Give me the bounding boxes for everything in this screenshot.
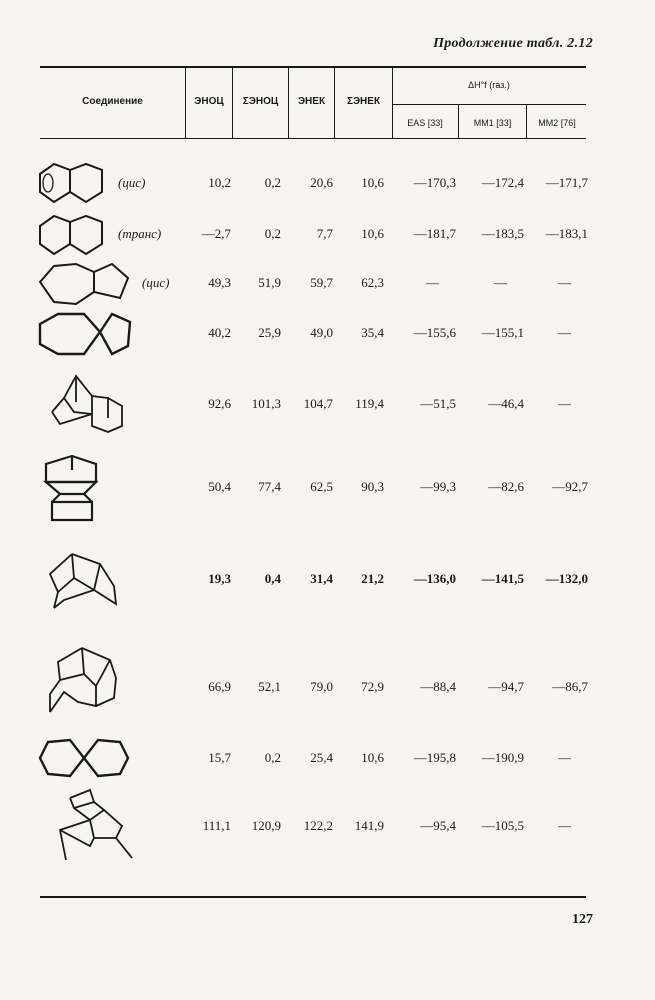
- table-top-rule: [40, 66, 586, 68]
- cell-senek: 35,4: [361, 325, 384, 340]
- header-senoc: ΣЭНОЦ: [242, 96, 279, 107]
- cell-mm2: —: [558, 275, 571, 290]
- cell-mm1: —: [494, 275, 507, 290]
- bridged-tricyclic-icon: [46, 368, 130, 438]
- spiro-hexane-pentane-icon: [36, 310, 136, 360]
- cell-mm1: —82,6: [488, 479, 524, 494]
- cell-mm1: —141,5: [481, 571, 524, 586]
- cell-enoc: 66,9: [208, 679, 231, 694]
- header-mm2: MM2 [76]: [538, 118, 576, 128]
- subheader-rule: [392, 104, 586, 105]
- cell-mm2: —171,7: [545, 175, 588, 190]
- row-label: (цис): [118, 175, 146, 190]
- cell-senoc: 120,9: [251, 818, 281, 833]
- cell-enoc: 40,2: [208, 325, 231, 340]
- cell-senoc: 0,2: [264, 226, 281, 241]
- cell-enek: 122,2: [303, 818, 333, 833]
- bridged-polycyclic-icon: [50, 786, 140, 862]
- cell-senoc: 25,9: [258, 325, 281, 340]
- header-enoc: ЭНОЦ: [194, 96, 224, 107]
- cell-senoc: 0,4: [264, 571, 281, 586]
- cell-enek: 62,5: [310, 479, 333, 494]
- cell-senoc: 101,3: [251, 396, 281, 411]
- cell-enek: 59,7: [310, 275, 333, 290]
- cell-mm2: —: [558, 325, 571, 340]
- cell-eas: —99,3: [420, 479, 456, 494]
- cell-mm2: —92,7: [552, 479, 588, 494]
- cell-mm2: —132,0: [545, 571, 588, 586]
- row-label: (транс): [118, 226, 162, 241]
- cell-enek: 79,0: [310, 679, 333, 694]
- cell-enoc: 19,3: [208, 571, 231, 586]
- cell-enek: 7,7: [316, 226, 333, 241]
- cell-enoc: 49,3: [208, 275, 231, 290]
- cell-enoc: —2,7: [201, 226, 231, 241]
- cell-mm1: —46,4: [488, 396, 524, 411]
- cell-mm2: —183,1: [545, 226, 588, 241]
- table-continuation-caption: Продолжение табл. 2.12: [433, 36, 593, 51]
- cell-eas: —88,4: [420, 679, 456, 694]
- decalin-icon: [36, 160, 116, 206]
- cell-senek: 72,9: [361, 679, 384, 694]
- page-number: 127: [572, 912, 593, 927]
- cell-eas: —95,4: [420, 818, 456, 833]
- cell-senek: 10,6: [361, 226, 384, 241]
- cell-senek: 10,6: [361, 175, 384, 190]
- cell-enek: 104,7: [303, 396, 333, 411]
- header-compound: Соединение: [82, 96, 143, 107]
- cell-mm2: —: [558, 396, 571, 411]
- cell-eas: —181,7: [413, 226, 456, 241]
- cell-eas: —136,0: [413, 571, 456, 586]
- cell-enek: 31,4: [310, 571, 333, 586]
- fused-cyclopentane-cyclobutane-icon: [40, 452, 104, 524]
- header-mm1: MM1 [33]: [473, 118, 512, 128]
- table-bottom-rule: [40, 896, 586, 898]
- cell-enoc: 15,7: [208, 750, 231, 765]
- header-dhf: ΔH°f (газ.): [468, 80, 510, 90]
- cell-mm1: —183,5: [481, 226, 524, 241]
- decalin-icon: [36, 212, 116, 258]
- cell-eas: —51,5: [420, 396, 456, 411]
- cell-senek: 62,3: [361, 275, 384, 290]
- spiro-dicyclohexane-icon: [36, 736, 136, 780]
- cell-senek: 119,4: [355, 396, 384, 411]
- cell-mm2: —: [558, 750, 571, 765]
- cell-eas: —155,6: [413, 325, 456, 340]
- cell-senoc: 0,2: [264, 750, 281, 765]
- adamantane-icon: [44, 550, 124, 614]
- header-enek: ЭНЕК: [297, 96, 326, 107]
- cell-enoc: 10,2: [208, 175, 231, 190]
- cell-eas: —: [426, 275, 439, 290]
- cell-enek: 25,4: [310, 750, 333, 765]
- cell-mm1: —190,9: [481, 750, 524, 765]
- cell-senek: 141,9: [354, 818, 384, 833]
- cell-mm1: —94,7: [488, 679, 524, 694]
- cell-senek: 90,3: [361, 479, 384, 494]
- cell-eas: —195,8: [413, 750, 456, 765]
- cell-eas: —170,3: [413, 175, 456, 190]
- table-header-bottom-rule: [40, 138, 586, 139]
- cell-enoc: 92,6: [208, 396, 231, 411]
- cell-enoc: 50,4: [208, 479, 231, 494]
- cell-senek: 21,2: [361, 571, 384, 586]
- cell-senoc: 77,4: [258, 479, 281, 494]
- header-eas: EAS [33]: [407, 118, 443, 128]
- cell-enek: 20,6: [310, 175, 333, 190]
- header-senek: ΣЭНЕК: [346, 96, 381, 107]
- cell-enoc: 111,1: [202, 818, 231, 833]
- cell-enek: 49,0: [310, 325, 333, 340]
- cell-senoc: 52,1: [258, 679, 281, 694]
- cell-mm2: —: [558, 818, 571, 833]
- row-label: (цис): [142, 275, 170, 290]
- cell-mm1: —172,4: [481, 175, 524, 190]
- cell-mm1: —155,1: [481, 325, 524, 340]
- cell-senoc: 51,9: [258, 275, 281, 290]
- cell-senek: 10,6: [361, 750, 384, 765]
- cell-mm1: —105,5: [481, 818, 524, 833]
- cell-senoc: 0,2: [264, 175, 281, 190]
- homoadamantane-icon: [46, 644, 128, 716]
- cell-mm2: —86,7: [552, 679, 588, 694]
